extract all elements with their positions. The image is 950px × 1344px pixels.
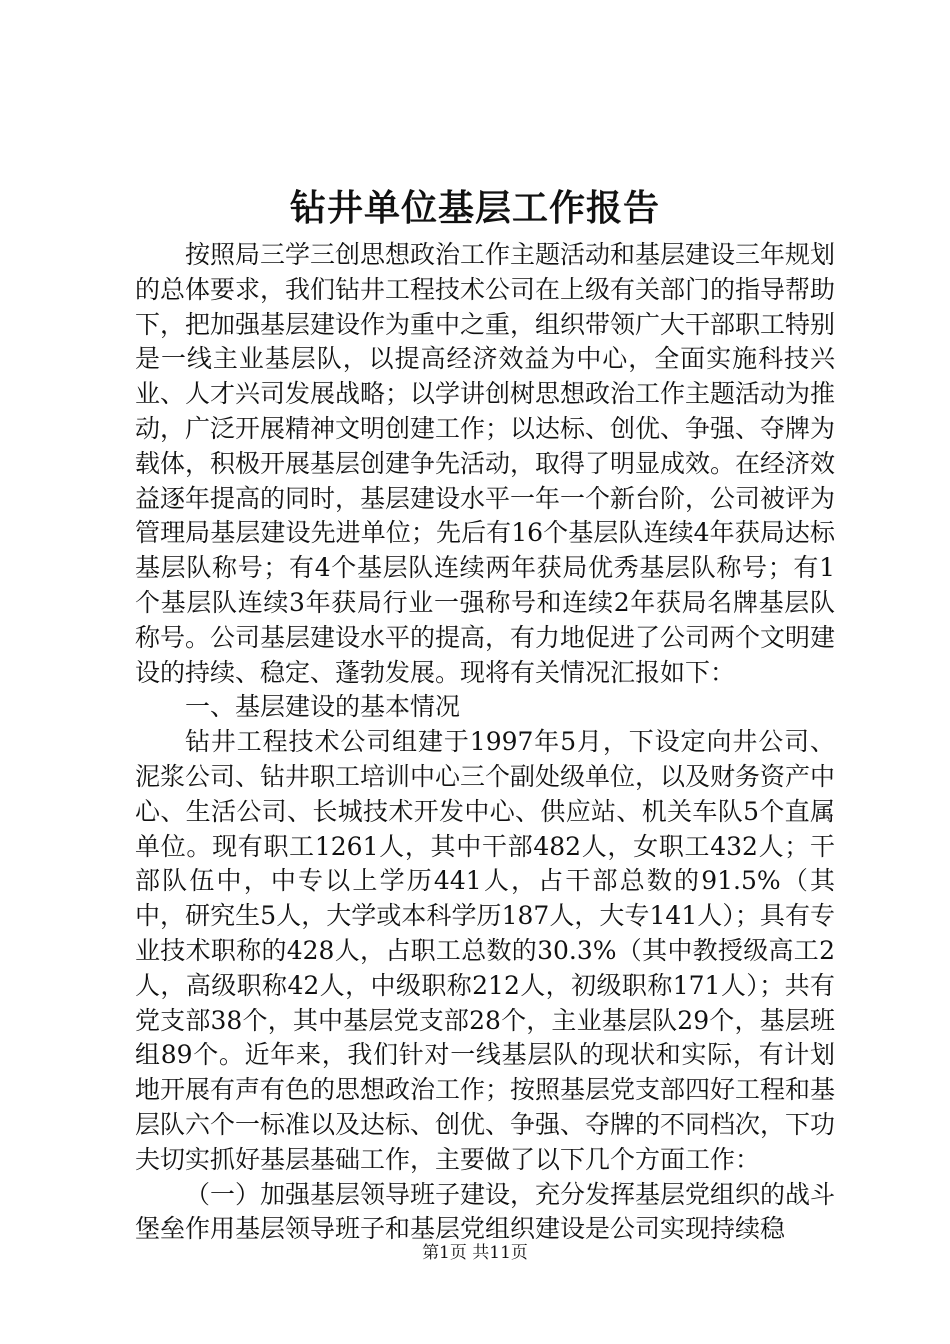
section-heading: 一、基层建设的基本情况 <box>185 692 461 722</box>
document-body <box>135 238 835 1247</box>
document-title: 钻井单位基层工作报告 <box>289 187 660 229</box>
page-number: 第1页 共11页 <box>422 1243 528 1263</box>
paragraph-intro: 按照局三学三创思想政治工作主题活动和基层建设三年规划的总体要求，我们钻井工程技术公司在上级有关部门的指导帮助下，把加强基层建设作为重中之重，组织带领广大干部职工特别是一线主业基层队，以提高经济效益为中心，全面实施科技兴业、人才兴司发展战略；以学讲创树思想政治工作主题活动为推动，广泛开展精神文明创建工作；以达标、创优、争强、夺牌为载体，积极开展基层创建争先活动，取得了明显成效。在经济效益逐年提高的同时，基层建设水平一年一个新台阶，公司被评为管理局基层建设先进单位；先后有16个基层队连续4年获局达标基层队称号；有4个基层队连续两年获局优秀基层队称号；有1个基层队连续3年获局行业一强称号和连续2年获局名牌基层队称号。公司基层建设水平的提高，有力地促进了公司两个文明建设的持续、稳定、蓬勃发展。现将有关情况汇报如下： <box>135 240 836 687</box>
paragraph-basic-situation: 钻井工程技术公司组建于1997年5月，下设定向井公司、泥浆公司、钻井职工培训中心三个副处级单位，以及财务资产中心、生活公司、长城技术开发中心、供应站、机关车队5个直属单位。现有职工1261人，其中干部482人，女职工432人；干部队伍中，中专以上学历441人，占干部总数的91.5%（其中，研究生5人，大学或本科学历187人，大专141人）；具有专业技术职称的428人，占职工总数的30.3%（其中教授级高工2人，高级职称42人，中级职称212人，初级职称171人）；共有党支部38个，其中基层党支部28个，主业基层队29个，基层班组89个。近年来，我们针对一线基层队的现状和实际，有计划地开展有声有色的思想政治工作；按照基层党支部四好工程和基层队六个一标准以及达标、创优、争强、夺牌的不同档次，下功夫切实抓好基层基础工作，主要做了以下几个方面工作： <box>135 727 836 1174</box>
subsection-heading: （一）加强基层领导班子建设，充分发挥基层党组织的战斗堡垒作用基层领导班子和基层党组织建设是公司实现持续稳 <box>135 1179 836 1244</box>
